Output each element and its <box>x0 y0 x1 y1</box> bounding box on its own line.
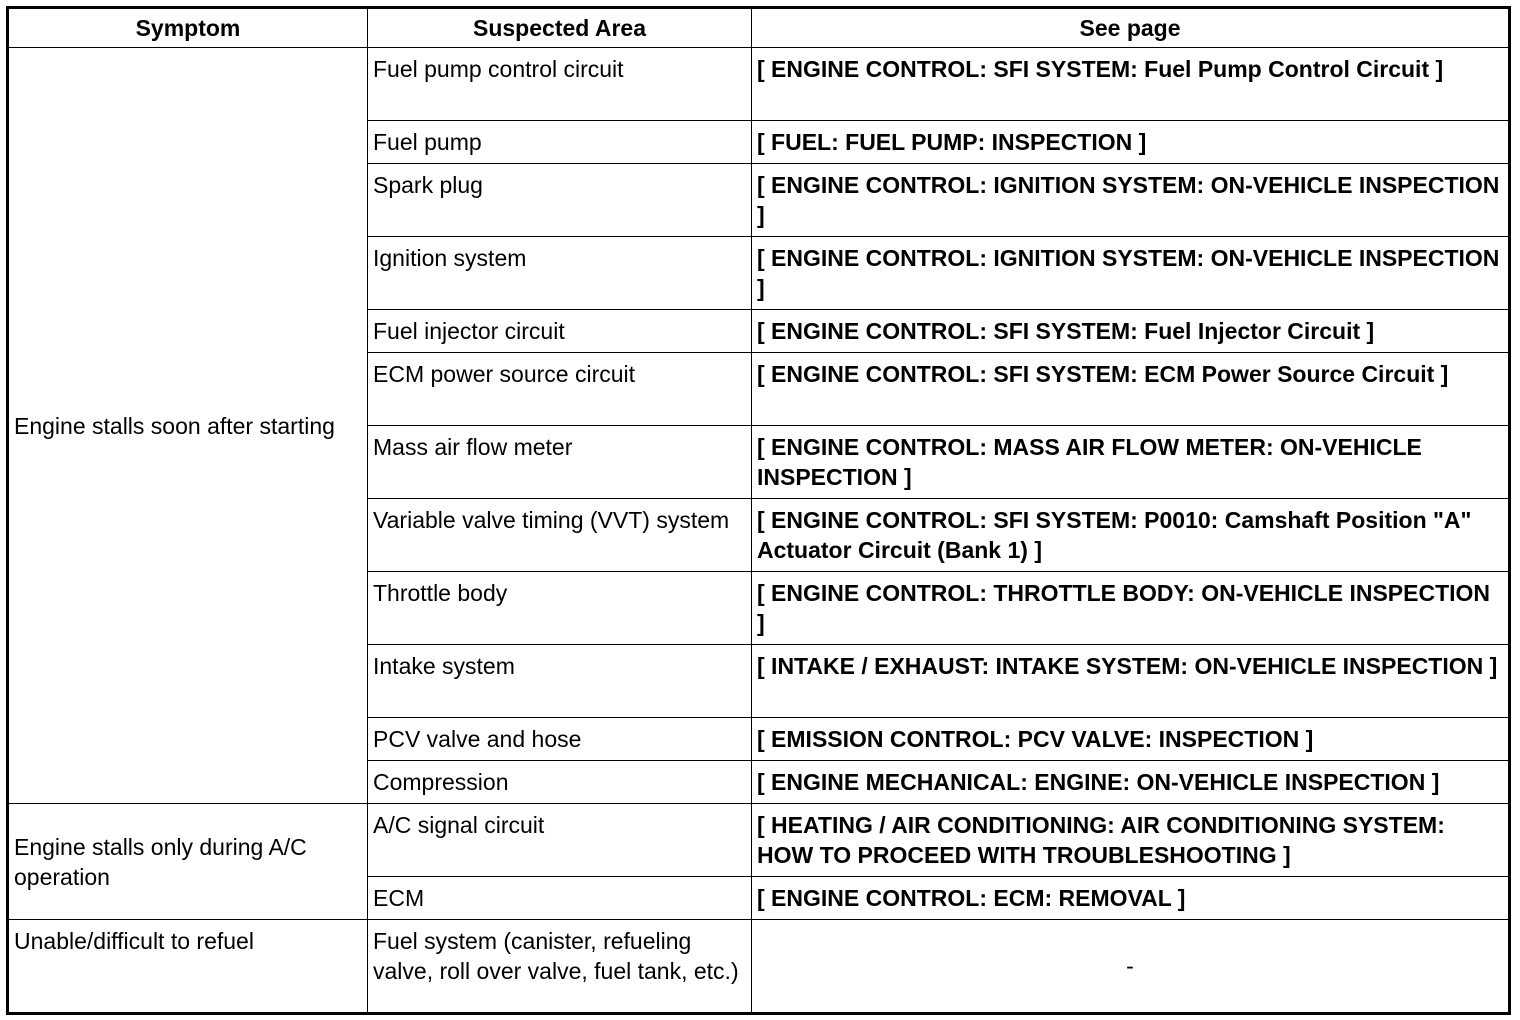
see-page-link[interactable]: [ INTAKE / EXHAUST: INTAKE SYSTEM: ON-VEHICLE INSPECTION ] <box>752 645 1510 718</box>
suspected-area-cell: Intake system <box>368 645 752 718</box>
table-row <box>8 804 1510 877</box>
suspected-area-cell: A/C signal circuit <box>368 804 752 877</box>
suspected-area-cell: Compression <box>368 761 752 804</box>
header-row <box>8 8 1510 48</box>
see-page-link[interactable]: [ ENGINE CONTROL: SFI SYSTEM: Fuel Pump Control Circuit ] <box>752 48 1510 121</box>
suspected-area-cell: Ignition system <box>368 237 752 310</box>
see-page-link[interactable]: [ ENGINE CONTROL: SFI SYSTEM: P0010: Camshaft Position "A" Actuator Circuit (Bank 1) ] <box>752 499 1510 572</box>
see-page-empty: - <box>752 920 1510 1014</box>
suspected-area-cell: Fuel pump <box>368 121 752 164</box>
see-page-link[interactable]: [ ENGINE CONTROL: ECM: REMOVAL ] <box>752 877 1510 920</box>
suspected-area-cell: Fuel system (canister, refueling valve, roll over valve, fuel tank, etc.) <box>368 920 752 1014</box>
suspected-area-cell: Spark plug <box>368 164 752 237</box>
suspected-area-cell: Mass air flow meter <box>368 426 752 499</box>
suspected-area-cell: ECM <box>368 877 752 920</box>
symptom-cell: Engine stalls only during A/C operation <box>8 804 368 920</box>
suspected-area-cell: Fuel injector circuit <box>368 310 752 353</box>
see-page-link[interactable]: [ ENGINE CONTROL: SFI SYSTEM: Fuel Injector Circuit ] <box>752 310 1510 353</box>
see-page-link[interactable]: [ FUEL: FUEL PUMP: INSPECTION ] <box>752 121 1510 164</box>
suspected-area-cell: PCV valve and hose <box>368 718 752 761</box>
see-page-link[interactable]: [ ENGINE CONTROL: THROTTLE BODY: ON-VEHICLE INSPECTION ] <box>752 572 1510 645</box>
see-page-link[interactable]: [ ENGINE CONTROL: IGNITION SYSTEM: ON-VEHICLE INSPECTION ] <box>752 237 1510 310</box>
suspected-area-cell: Variable valve timing (VVT) system <box>368 499 752 572</box>
table-row <box>8 920 1510 1014</box>
suspected-area-cell: Throttle body <box>368 572 752 645</box>
troubleshooting-table <box>6 6 1511 1015</box>
header-suspected-area: Suspected Area <box>368 8 752 48</box>
see-page-link[interactable]: [ ENGINE CONTROL: IGNITION SYSTEM: ON-VEHICLE INSPECTION ] <box>752 164 1510 237</box>
suspected-area-cell: ECM power source circuit <box>368 353 752 426</box>
suspected-area-cell: Fuel pump control circuit <box>368 48 752 121</box>
table-row <box>8 48 1510 121</box>
header-see-page: See page <box>752 8 1510 48</box>
see-page-link[interactable]: [ EMISSION CONTROL: PCV VALVE: INSPECTION ] <box>752 718 1510 761</box>
see-page-link[interactable]: [ ENGINE CONTROL: MASS AIR FLOW METER: ON-VEHICLE INSPECTION ] <box>752 426 1510 499</box>
symptom-cell: Engine stalls soon after starting <box>8 48 368 804</box>
see-page-link[interactable]: [ HEATING / AIR CONDITIONING: AIR CONDITIONING SYSTEM: HOW TO PROCEED WITH TROUBLESHOOTING ] <box>752 804 1510 877</box>
see-page-link[interactable]: [ ENGINE CONTROL: SFI SYSTEM: ECM Power Source Circuit ] <box>752 353 1510 426</box>
symptom-cell: Unable/difficult to refuel <box>8 920 368 1014</box>
header-symptom: Symptom <box>8 8 368 48</box>
see-page-link[interactable]: [ ENGINE MECHANICAL: ENGINE: ON-VEHICLE INSPECTION ] <box>752 761 1510 804</box>
